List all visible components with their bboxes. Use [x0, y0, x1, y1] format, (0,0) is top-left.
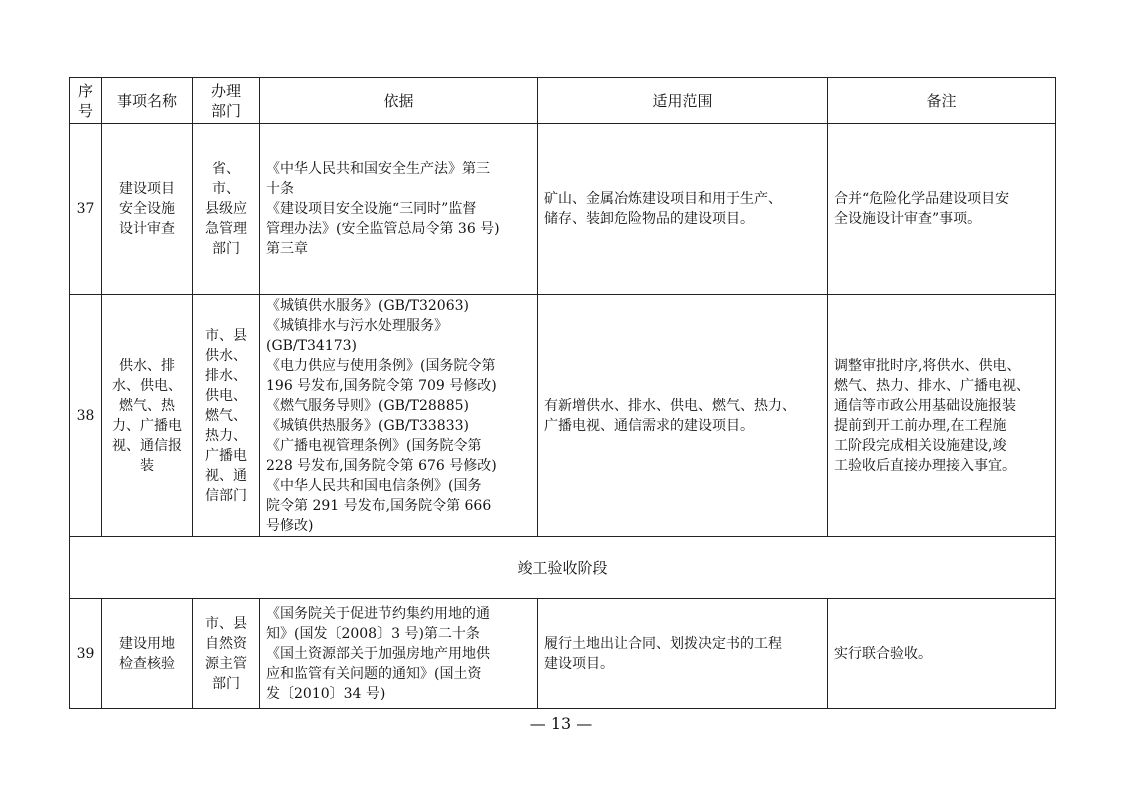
- header-scope: 适用范围: [538, 78, 828, 124]
- row-name: 建设用地 检查核验: [102, 599, 193, 709]
- page-number: — 13 —: [529, 714, 593, 733]
- section-row: [70, 537, 1056, 599]
- row-name: 供水、排 水、供电、 燃气、热 力、广播电 视、通信报 装: [102, 295, 193, 537]
- approval-items-table: [69, 77, 1056, 709]
- row-scope: 有新增供水、排水、供电、燃气、热力、 广播电视、通信需求的建设项目。: [538, 295, 828, 537]
- row-no: 39: [70, 599, 102, 709]
- table-row: [70, 295, 1056, 537]
- row-dept: 市、县 自然资 源主管 部门: [193, 599, 260, 709]
- row-no: 37: [70, 124, 102, 295]
- row-no: 38: [70, 295, 102, 537]
- header-basis: 依据: [260, 78, 538, 124]
- header-no: 序 号: [70, 78, 102, 124]
- header-note: 备注: [828, 78, 1056, 124]
- header-dept: 办理 部门: [193, 78, 260, 124]
- row-dept: 市、县 供水、 排水、 供电、 燃气、 热力、 广播电 视、通 信部门: [193, 295, 260, 537]
- table-row: [70, 599, 1056, 709]
- header-name: 事项名称: [102, 78, 193, 124]
- row-scope: 履行土地出让合同、划拨决定书的工程 建设项目。: [538, 599, 828, 709]
- row-note: 合并“危险化学品建设项目安 全设施设计审查”事项。: [828, 124, 1056, 295]
- row-note: 实行联合验收。: [828, 599, 1056, 709]
- row-name: 建设项目 安全设施 设计审查: [102, 124, 193, 295]
- section-title: 竣工验收阶段: [70, 537, 1056, 599]
- table-row: [70, 124, 1056, 295]
- row-dept: 省、市、 县级应 急管理 部门: [193, 124, 260, 295]
- row-basis: 《国务院关于促进节约集约用地的通 知》(国发〔2008〕3 号)第二十条 《国土资源部关于加强房地产用地供 应和监管有关问题的通知》(国土资 发〔2010〕34 号): [260, 599, 538, 709]
- row-scope: 矿山、金属冶炼建设项目和用于生产、 储存、装卸危险物品的建设项目。: [538, 124, 828, 295]
- header-row: [70, 78, 1056, 124]
- row-basis: 《中华人民共和国安全生产法》第三 十条 《建设项目安全设施“三同时”监督 管理办法》(安全监管总局令第 36 号) 第三章: [260, 124, 538, 295]
- row-note: 调整审批时序,将供水、供电、 燃气、热力、排水、广播电视、 通信等市政公用基础设施报装 提前到开工前办理,在工程施 工阶段完成相关设施建设,竣 工验收后直接办理接入事宜。: [828, 295, 1056, 537]
- row-basis: 《城镇供水服务》(GB/T32063) 《城镇排水与污水处理服务》 (GB/T34173) 《电力供应与使用条例》(国务院令第 196 号发布,国务院令第 709 号修改) 《燃气服务导则》(GB/T28885) 《城镇供热服务》(GB/T33833) 《广播电视管理条例》(国务院令第 228 号发布,国务院令第 676 号修改) 《中华人民共和国电信条例》(国务 院令第 291 号发布,国务院令第 666 号修改): [260, 295, 538, 537]
